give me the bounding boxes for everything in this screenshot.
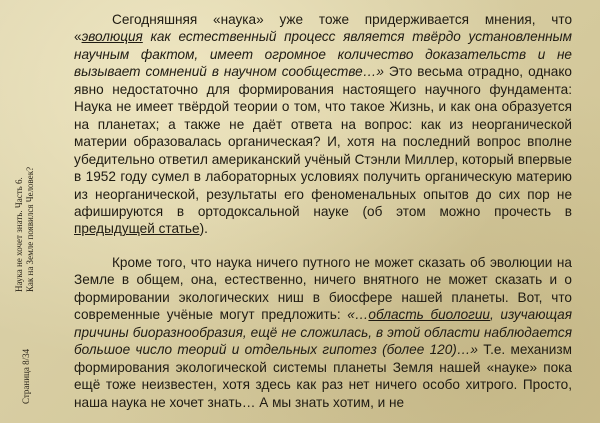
- paragraph-1-text-b: Это весьма отрадно, однако явно недостаточно для формирования настоящего научного фундамента: Наука не имеет твёрдой теории о том, что такое Жизнь, и как она образуется на планетах; а также не даёт ответа на вопрос: как из неорганической материи образовалась органическая? И, хотя на последний вопрос вполне убедительно ответил американский учёный Стэнли Миллер, который впервые в 1952 году сумел в лабораторных условиях получить органическую материю из неорганической, результаты его феноменальных опытов до сих пор не афишируются в ортодоксальной науке (об этом можно прочесть в: [74, 64, 572, 219]
- document-title-line2: Как на Земле появился Человек?: [25, 166, 35, 292]
- paragraph-1-text-c: ).: [199, 221, 208, 237]
- page-number: Страница 8/34: [21, 348, 31, 404]
- previous-article-link[interactable]: предыдущей статье: [74, 221, 200, 237]
- evolution-link[interactable]: эволюция: [81, 29, 143, 45]
- paragraph-1-text-a: Сегодняшняя «наука» уже тоже придерживается мнения, что «: [74, 12, 572, 45]
- biology-quote: , изучающая причины биоразнообразия, ещё не сложилась, в этой области наблюдается большое число теорий и отдельных гипотез (более 120)…»: [74, 307, 572, 358]
- article-body: [74, 11, 572, 411]
- document-title-line1: Наука не хочет знать. Часть 6.: [14, 177, 24, 292]
- document-title: [14, 167, 36, 292]
- paragraph-1: [74, 11, 572, 238]
- biology-quote-open: «…: [347, 307, 369, 323]
- sidebar: [0, 0, 50, 423]
- evolution-quote: как естественный процесс является твёрдо установленным научным фактом, имеет огромное количество доказательств и не вызывает сомнений в научном сообществе…»: [74, 29, 572, 80]
- paragraph-2-text-a: Кроме того, что наука ничего путного не может сказать об эволюции на Земле в общем, она, естественно, ничего внятного не может сказать и о формировании экологических ниш в биосфере нашей планеты. Вот, что современные учёные могут предложить:: [74, 254, 572, 323]
- paragraph-2: [74, 254, 572, 411]
- biology-field-link[interactable]: область биологии: [368, 307, 490, 323]
- paragraph-2-text-b: Т.е. механизм формирования экологической системы планеты Земля нашей «науке» пока ещё тоже неизвестен, хотя здесь как раз нет ничего особо хитрого. Просто, наша наука не хочет знать… А мы знать хотим, и не: [74, 342, 572, 410]
